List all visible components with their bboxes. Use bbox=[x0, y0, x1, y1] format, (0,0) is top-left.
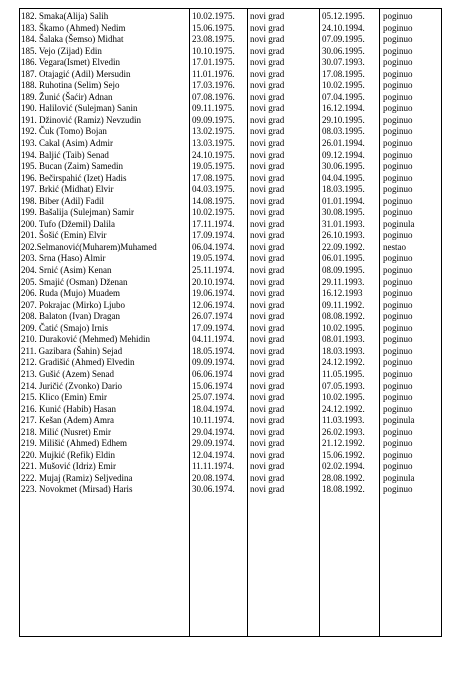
status-cell: poginuo bbox=[383, 426, 413, 437]
birth-date-cell: 17.11.1974. bbox=[192, 218, 235, 229]
place-cell: novi grad bbox=[250, 138, 285, 149]
person-name-cell: 193. Cakal (Asim) Admir bbox=[21, 138, 113, 149]
death-date-cell: 29.11.1993. bbox=[322, 276, 365, 287]
birth-date-cell: 20.08.1974. bbox=[192, 472, 235, 483]
place-cell: novi grad bbox=[250, 403, 285, 414]
status-cell: poginuo bbox=[383, 80, 413, 91]
place-cell: novi grad bbox=[250, 288, 285, 299]
birth-date-cell: 13.02.1975. bbox=[192, 126, 235, 137]
person-name-cell: 196. Bečirspahić (Izet) Hadis bbox=[21, 172, 127, 183]
status-cell: poginuo bbox=[383, 184, 413, 195]
table-row bbox=[20, 369, 441, 381]
person-name-cell: 201. Šošić (Emin) Elvir bbox=[21, 230, 107, 241]
status-cell: poginuo bbox=[383, 91, 413, 102]
status-cell: poginuo bbox=[383, 45, 413, 56]
status-cell: poginuo bbox=[383, 34, 413, 45]
birth-date-cell: 12.06.1974. bbox=[192, 299, 235, 310]
status-cell: poginuo bbox=[383, 230, 413, 241]
death-date-cell: 01.01.1994. bbox=[322, 195, 365, 206]
table-row bbox=[20, 346, 441, 358]
status-cell: poginuo bbox=[383, 11, 413, 21]
person-name-cell: 200. Tufo (Džemil) Dalila bbox=[21, 218, 115, 229]
status-cell: poginuo bbox=[383, 461, 413, 472]
table-row bbox=[20, 150, 441, 162]
table-row bbox=[20, 415, 441, 427]
place-cell: novi grad bbox=[250, 184, 285, 195]
person-name-cell: 202.Selmanović(Muharem)Muhamed bbox=[21, 241, 157, 252]
person-name-cell: 223. Novokmet (Mirsad) Haris bbox=[21, 484, 133, 495]
place-cell: novi grad bbox=[250, 103, 285, 114]
birth-date-cell: 30.06.1974. bbox=[192, 484, 235, 495]
place-cell: novi grad bbox=[250, 45, 285, 56]
person-name-cell: 210. Duraković (Mehmed) Mehidin bbox=[21, 334, 150, 345]
status-cell: poginuo bbox=[383, 126, 413, 137]
person-name-cell: 209. Čatić (Smajo) Irnis bbox=[21, 322, 108, 333]
place-cell: novi grad bbox=[250, 322, 285, 333]
death-date-cell: 22.09.1992. bbox=[322, 241, 365, 252]
place-cell: novi grad bbox=[250, 22, 285, 33]
place-cell: novi grad bbox=[250, 357, 285, 368]
status-cell: poginuo bbox=[383, 357, 413, 368]
table-row bbox=[20, 427, 441, 439]
person-name-cell: 215. Klico (Emin) Emir bbox=[21, 392, 107, 403]
person-name-cell: 185. Vejo (Zijad) Edin bbox=[21, 45, 102, 56]
place-cell: novi grad bbox=[250, 149, 285, 160]
place-cell: novi grad bbox=[250, 80, 285, 91]
birth-date-cell: 23.08.1975. bbox=[192, 34, 235, 45]
death-date-cell: 21.12.1992. bbox=[322, 438, 365, 449]
place-cell: novi grad bbox=[250, 34, 285, 45]
death-date-cell: 09.12.1994. bbox=[322, 149, 365, 160]
table-row bbox=[20, 161, 441, 173]
birth-date-cell: 07.08.1976. bbox=[192, 91, 235, 102]
person-name-cell: 184. Šalaka (Šemso) Midhat bbox=[21, 34, 124, 45]
death-date-cell: 10.02.1995. bbox=[322, 322, 365, 333]
death-date-cell: 16.12.1993 bbox=[322, 288, 363, 299]
status-cell: poginuo bbox=[383, 484, 413, 495]
death-date-cell: 10.02.1995. bbox=[322, 80, 365, 91]
birth-date-cell: 24.10.1975. bbox=[192, 149, 235, 160]
place-cell: novi grad bbox=[250, 484, 285, 495]
birth-date-cell: 10.10.1975. bbox=[192, 45, 235, 56]
table-row bbox=[20, 461, 441, 473]
person-name-cell: 204. Srnić (Asim) Kenan bbox=[21, 265, 112, 276]
birth-date-cell: 06.06.1974 bbox=[192, 368, 233, 379]
place-cell: novi grad bbox=[250, 368, 285, 379]
place-cell: novi grad bbox=[250, 218, 285, 229]
status-cell: poginula bbox=[383, 218, 415, 229]
place-cell: novi grad bbox=[250, 334, 285, 345]
death-date-cell: 24.12.1992. bbox=[322, 403, 365, 414]
records-table bbox=[19, 8, 442, 637]
place-cell: novi grad bbox=[250, 392, 285, 403]
birth-date-cell: 12.04.1974. bbox=[192, 449, 235, 460]
place-cell: novi grad bbox=[250, 161, 285, 172]
death-date-cell: 31.01.1993. bbox=[322, 218, 365, 229]
person-name-cell: 205. Smajić (Osman) Dženan bbox=[21, 276, 128, 287]
birth-date-cell: 14.08.1975. bbox=[192, 195, 235, 206]
table-row bbox=[20, 23, 441, 35]
death-date-cell: 18.08.1992. bbox=[322, 484, 365, 495]
status-cell: poginuo bbox=[383, 172, 413, 183]
status-cell: poginuo bbox=[383, 138, 413, 149]
person-name-cell: 189. Žunić (Šaćir) Adnan bbox=[21, 91, 113, 102]
birth-date-cell: 19.06.1974. bbox=[192, 288, 235, 299]
birth-date-cell: 17.09.1974. bbox=[192, 322, 235, 333]
person-name-cell: 191. Džinović (Ramiz) Nevzudin bbox=[21, 114, 141, 125]
birth-date-cell: 09.11.1975. bbox=[192, 103, 235, 114]
person-name-cell: 182. Smaka(Alija) Salih bbox=[21, 11, 109, 21]
death-date-cell: 26.01.1994. bbox=[322, 138, 365, 149]
status-cell: poginuo bbox=[383, 449, 413, 460]
status-cell: poginuo bbox=[383, 114, 413, 125]
death-date-cell: 24.10.1994. bbox=[322, 22, 365, 33]
status-cell: poginuo bbox=[383, 334, 413, 345]
person-name-cell: 207. Pokrajac (Mirko) Ljubo bbox=[21, 299, 125, 310]
table-row bbox=[20, 34, 441, 46]
status-cell: poginuo bbox=[383, 149, 413, 160]
death-date-cell: 29.10.1995. bbox=[322, 114, 365, 125]
birth-date-cell: 19.05.1974. bbox=[192, 253, 235, 264]
place-cell: novi grad bbox=[250, 311, 285, 322]
table-row bbox=[20, 334, 441, 346]
table-row bbox=[20, 92, 441, 104]
place-cell: novi grad bbox=[250, 472, 285, 483]
status-cell: poginuo bbox=[383, 103, 413, 114]
person-name-cell: 187. Otajagić (Adil) Mersudin bbox=[21, 68, 131, 79]
place-cell: novi grad bbox=[250, 415, 285, 426]
death-date-cell: 16.12.1994. bbox=[322, 103, 365, 114]
status-cell: poginuo bbox=[383, 299, 413, 310]
death-date-cell: 18.03.1995. bbox=[322, 184, 365, 195]
status-cell: poginula bbox=[383, 415, 415, 426]
table-row bbox=[20, 381, 441, 393]
birth-date-cell: 10.02.1975. bbox=[192, 11, 235, 21]
birth-date-cell: 09.09.1975. bbox=[192, 114, 235, 125]
death-date-cell: 08.01.1993. bbox=[322, 334, 365, 345]
death-date-cell: 24.12.1992. bbox=[322, 357, 365, 368]
death-date-cell: 26.10.1993. bbox=[322, 230, 365, 241]
table-row bbox=[20, 138, 441, 150]
status-cell: poginuo bbox=[383, 311, 413, 322]
status-cell: poginuo bbox=[383, 276, 413, 287]
birth-date-cell: 17.03.1976. bbox=[192, 80, 235, 91]
status-cell: nestao bbox=[383, 241, 406, 252]
death-date-cell: 07.04.1995. bbox=[322, 91, 365, 102]
status-cell: poginuo bbox=[383, 438, 413, 449]
death-date-cell: 30.08.1995. bbox=[322, 207, 365, 218]
table-row bbox=[20, 219, 441, 231]
death-date-cell: 09.11.1992. bbox=[322, 299, 365, 310]
place-cell: novi grad bbox=[250, 11, 285, 21]
table-row bbox=[20, 277, 441, 289]
death-date-cell: 28.08.1992. bbox=[322, 472, 365, 483]
birth-date-cell: 17.09.1974. bbox=[192, 230, 235, 241]
person-name-cell: 194. Baljić (Taib) Senad bbox=[21, 149, 109, 160]
place-cell: novi grad bbox=[250, 438, 285, 449]
place-cell: novi grad bbox=[250, 91, 285, 102]
status-cell: poginuo bbox=[383, 380, 413, 391]
person-name-cell: 211. Gazibara (Šahin) Sejad bbox=[21, 345, 123, 356]
death-date-cell: 08.09.1995. bbox=[322, 265, 365, 276]
table-row bbox=[20, 103, 441, 115]
person-name-cell: 220. Mujkić (Refik) Eldin bbox=[21, 449, 115, 460]
death-date-cell: 07.09.1995. bbox=[322, 34, 365, 45]
birth-date-cell: 19.05.1975. bbox=[192, 161, 235, 172]
birth-date-cell: 18.04.1974. bbox=[192, 403, 235, 414]
table-row bbox=[20, 473, 441, 485]
birth-date-cell: 20.10.1974. bbox=[192, 276, 235, 287]
table-row bbox=[20, 392, 441, 404]
status-cell: poginuo bbox=[383, 207, 413, 218]
place-cell: novi grad bbox=[250, 195, 285, 206]
birth-date-cell: 29.09.1974. bbox=[192, 438, 235, 449]
table-row bbox=[20, 184, 441, 196]
status-cell: poginuo bbox=[383, 57, 413, 68]
table-row bbox=[20, 46, 441, 58]
birth-date-cell: 11.11.1974. bbox=[192, 461, 235, 472]
death-date-cell: 26.02.1993. bbox=[322, 426, 365, 437]
table-row bbox=[20, 450, 441, 462]
death-date-cell: 04.04.1995. bbox=[322, 172, 365, 183]
table-body bbox=[20, 11, 441, 496]
death-date-cell: 05.12.1995. bbox=[322, 11, 365, 21]
birth-date-cell: 11.01.1976. bbox=[192, 68, 235, 79]
death-date-cell: 17.08.1995. bbox=[322, 68, 365, 79]
birth-date-cell: 15.06.1974 bbox=[192, 380, 233, 391]
death-date-cell: 08.08.1992. bbox=[322, 311, 365, 322]
status-cell: poginuo bbox=[383, 253, 413, 264]
place-cell: novi grad bbox=[250, 241, 285, 252]
status-cell: poginuo bbox=[383, 195, 413, 206]
person-name-cell: 213. Gušić (Azem) Senad bbox=[21, 368, 114, 379]
status-cell: poginuo bbox=[383, 392, 413, 403]
person-name-cell: 218. Milić (Nusret) Emir bbox=[21, 426, 111, 437]
person-name-cell: 206. Ruda (Mujo) Muadem bbox=[21, 288, 120, 299]
table-row bbox=[20, 300, 441, 312]
status-cell: poginuo bbox=[383, 265, 413, 276]
death-date-cell: 11.05.1995. bbox=[322, 368, 365, 379]
table-row bbox=[20, 115, 441, 127]
person-name-cell: 199. Bašalija (Sulejman) Samir bbox=[21, 207, 134, 218]
person-name-cell: 190. Halilović (Sulejman) Sanin bbox=[21, 103, 138, 114]
status-cell: poginuo bbox=[383, 288, 413, 299]
status-cell: poginuo bbox=[383, 403, 413, 414]
table-row bbox=[20, 11, 441, 23]
death-date-cell: 18.03.1993. bbox=[322, 345, 365, 356]
person-name-cell: 212. Gradišić (Ahmed) Elvedin bbox=[21, 357, 135, 368]
death-date-cell: 11.03.1993. bbox=[322, 415, 365, 426]
person-name-cell: 198. Biber (Adil) Fadil bbox=[21, 195, 104, 206]
place-cell: novi grad bbox=[250, 276, 285, 287]
table-row bbox=[20, 357, 441, 369]
birth-date-cell: 09.09.1974. bbox=[192, 357, 235, 368]
person-name-cell: 219. Milišić (Ahmed) Edhem bbox=[21, 438, 127, 449]
birth-date-cell: 29.04.1974. bbox=[192, 426, 235, 437]
death-date-cell: 07.05.1993. bbox=[322, 380, 365, 391]
person-name-cell: 183. Škamo (Ahmed) Nedim bbox=[21, 22, 126, 33]
death-date-cell: 30.06.1995. bbox=[322, 45, 365, 56]
table-row bbox=[20, 438, 441, 450]
place-cell: novi grad bbox=[250, 449, 285, 460]
person-name-cell: 221. Mušović (Idriz) Emir bbox=[21, 461, 116, 472]
death-date-cell: 30.07.1993. bbox=[322, 57, 365, 68]
birth-date-cell: 15.06.1975. bbox=[192, 22, 235, 33]
birth-date-cell: 25.11.1974. bbox=[192, 265, 235, 276]
birth-date-cell: 04.03.1975. bbox=[192, 184, 235, 195]
birth-date-cell: 10.11.1974. bbox=[192, 415, 235, 426]
birth-date-cell: 10.02.1975. bbox=[192, 207, 235, 218]
place-cell: novi grad bbox=[250, 126, 285, 137]
person-name-cell: 186. Vegara(Ismet) Elvedin bbox=[21, 57, 121, 68]
person-name-cell: 197. Brkić (Midhat) Elvir bbox=[21, 184, 114, 195]
person-name-cell: 214. Juričić (Zvonko) Dario bbox=[21, 380, 122, 391]
person-name-cell: 203. Srna (Haso) Almir bbox=[21, 253, 106, 264]
table-row bbox=[20, 253, 441, 265]
status-cell: poginuo bbox=[383, 68, 413, 79]
place-cell: novi grad bbox=[250, 299, 285, 310]
status-cell: poginuo bbox=[383, 345, 413, 356]
person-name-cell: 195. Bucan (Zaim) Samedin bbox=[21, 161, 123, 172]
person-name-cell: 222. Mujaj (Ramiz) Seljvedina bbox=[21, 472, 133, 483]
place-cell: novi grad bbox=[250, 114, 285, 125]
birth-date-cell: 13.03.1975. bbox=[192, 138, 235, 149]
table-row bbox=[20, 196, 441, 208]
table-row bbox=[20, 288, 441, 300]
place-cell: novi grad bbox=[250, 68, 285, 79]
place-cell: novi grad bbox=[250, 345, 285, 356]
status-cell: poginuo bbox=[383, 161, 413, 172]
place-cell: novi grad bbox=[250, 230, 285, 241]
place-cell: novi grad bbox=[250, 380, 285, 391]
place-cell: novi grad bbox=[250, 57, 285, 68]
table-row bbox=[20, 69, 441, 81]
table-row bbox=[20, 207, 441, 219]
table-row bbox=[20, 404, 441, 416]
table-row bbox=[20, 323, 441, 335]
table-row bbox=[20, 311, 441, 323]
table-row bbox=[20, 484, 441, 496]
death-date-cell: 02.02.1994. bbox=[322, 461, 365, 472]
table-row bbox=[20, 265, 441, 277]
person-name-cell: 208. Balaton (Ivan) Dragan bbox=[21, 311, 120, 322]
birth-date-cell: 25.07.1974. bbox=[192, 392, 235, 403]
place-cell: novi grad bbox=[250, 265, 285, 276]
status-cell: poginuo bbox=[383, 22, 413, 33]
person-name-cell: 192. Čuk (Tomo) Bojan bbox=[21, 126, 107, 137]
place-cell: novi grad bbox=[250, 461, 285, 472]
death-date-cell: 30.06.1995. bbox=[322, 161, 365, 172]
person-name-cell: 217. Kešan (Adem) Amra bbox=[21, 415, 114, 426]
birth-date-cell: 06.04.1974. bbox=[192, 241, 235, 252]
table-row bbox=[20, 126, 441, 138]
place-cell: novi grad bbox=[250, 207, 285, 218]
death-date-cell: 10.02.1995. bbox=[322, 392, 365, 403]
death-date-cell: 15.06.1992. bbox=[322, 449, 365, 460]
table-row bbox=[20, 230, 441, 242]
death-date-cell: 08.03.1995. bbox=[322, 126, 365, 137]
birth-date-cell: 17.08.1975. bbox=[192, 172, 235, 183]
person-name-cell: 188. Ruhotina (Selim) Sejo bbox=[21, 80, 120, 91]
status-cell: poginuo bbox=[383, 322, 413, 333]
status-cell: poginula bbox=[383, 472, 415, 483]
place-cell: novi grad bbox=[250, 426, 285, 437]
birth-date-cell: 17.01.1975. bbox=[192, 57, 235, 68]
place-cell: novi grad bbox=[250, 253, 285, 264]
birth-date-cell: 18.05.1974. bbox=[192, 345, 235, 356]
table-row bbox=[20, 242, 441, 254]
status-cell: poginuo bbox=[383, 368, 413, 379]
birth-date-cell: 04.11.1974. bbox=[192, 334, 235, 345]
place-cell: novi grad bbox=[250, 172, 285, 183]
table-row bbox=[20, 57, 441, 69]
death-date-cell: 06.01.1995. bbox=[322, 253, 365, 264]
person-name-cell: 216. Kunić (Habib) Hasan bbox=[21, 403, 116, 414]
table-row bbox=[20, 80, 441, 92]
birth-date-cell: 26.07.1974 bbox=[192, 311, 233, 322]
table-row bbox=[20, 173, 441, 185]
